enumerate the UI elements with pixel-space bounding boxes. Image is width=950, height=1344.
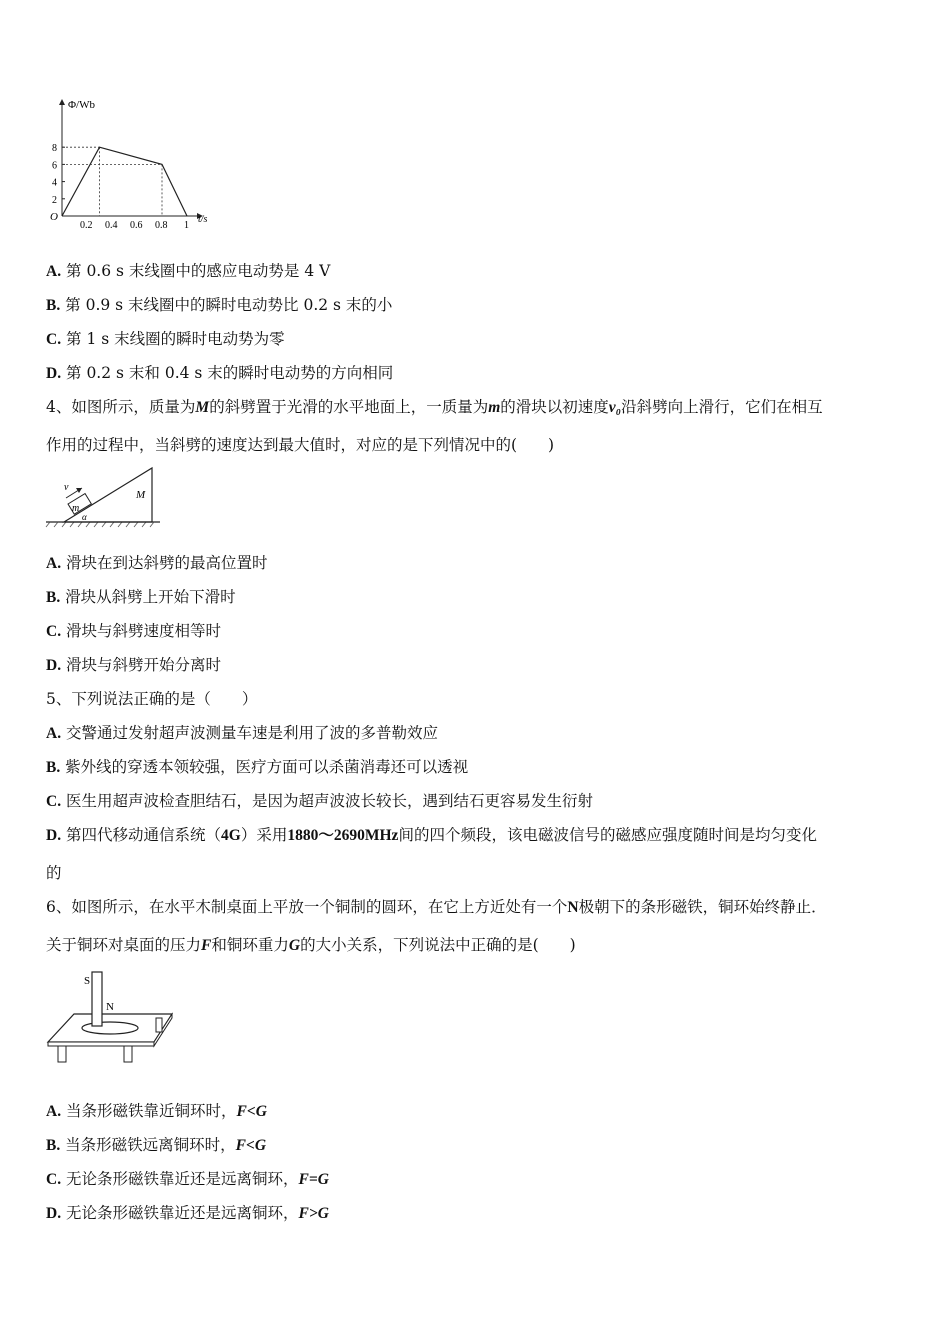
x-tick-label: 0.8 [155,220,168,231]
label-M: M [136,489,146,501]
option-letter: B. [46,759,61,776]
q6-stem-line1 [46,897,827,918]
question-number: 4、 [46,398,72,416]
option-text: 间的四个频段，该电磁波信号的磁感应强度随时间是均匀变化 [398,826,817,844]
stem-text: 的斜劈置于光滑的水平地面上，一质量为 [209,398,489,416]
option-letter: C. [46,331,62,348]
stem-text: 沿斜劈向上滑行，它们在相互 [621,398,823,416]
option-letter: B. [46,589,61,606]
table-leg [156,1018,162,1032]
flux-time-graph [40,96,220,231]
option-letter: B. [46,1137,61,1154]
option-letter: A. [46,725,62,742]
stem-text: 的滑块以初速度 [500,398,609,416]
option-text: 第 0.2 s 末和 0.4 s 末的瞬时电动势的方向相同 [66,364,394,382]
label-alpha: α [82,512,87,522]
y-tick-label: 6 [52,160,57,172]
option-text: 当条形磁铁靠近铜环时， [66,1102,237,1120]
option-text: 滑块从斜劈上开始下滑时 [65,588,236,606]
q5-option-d[interactable] [46,825,817,846]
q6-option-b[interactable] [46,1135,266,1156]
option-letter: A. [46,1103,62,1120]
option-text: 交警通过发射超声波测量车速是利用了波的多普勒效应 [66,724,439,742]
y-tick-label: 4 [52,177,57,189]
option-text-frequency: 1880～2690MHz [287,827,399,844]
option-text: 当条形磁铁远离铜环时， [65,1136,236,1154]
stem-text: 极朝下的条形磁铁，铜环始终静止． [578,898,827,916]
q5-option-b[interactable] [46,757,468,778]
option-text: 滑块与斜劈速度相等时 [66,622,222,640]
x-axis-label: t/s [198,214,208,225]
option-text-4g: 4G [221,827,241,844]
table-leg [124,1046,132,1062]
var-F: F [201,937,212,954]
q5-option-a[interactable] [46,723,438,744]
q4-option-a[interactable] [46,553,268,574]
option-text: 第 0.9 s 末线圈中的瞬时电动势比 0.2 s 末的小 [65,296,393,314]
var-M: M [195,399,210,416]
q6-option-c[interactable] [46,1169,329,1190]
x-tick-label: 0.2 [80,220,93,231]
q5-option-c[interactable] [46,791,593,812]
option-text: ）采用 [240,826,288,844]
option-relation: F<G [236,1103,267,1120]
bar-magnet [92,972,102,1026]
option-relation: F<G [235,1137,267,1154]
y-tick-label: 2 [52,194,57,206]
option-text: 紫外线的穿透本领较强，医疗方面可以杀菌消毒还可以透视 [65,758,469,776]
flux-curve [62,147,187,216]
option-letter: C. [46,1171,62,1188]
origin-label: O [50,211,58,223]
q6-option-d[interactable] [46,1203,329,1224]
stem-text: 和铜环重力 [211,936,289,954]
y-tick-label: 8 [52,143,57,155]
label-S: S [84,975,91,987]
q6-option-a[interactable] [46,1101,267,1122]
var-N: N [567,899,579,916]
table-top [48,1014,172,1042]
q5-stem: 5、下列说法正确的是（ ） [46,690,258,708]
option-letter: C. [46,623,62,640]
stem-text: 的大小关系，下列说法中正确的是( ) [300,936,576,954]
q6-stem-line2 [46,935,576,956]
option-letter: A. [46,263,62,280]
q4-option-d[interactable] [46,655,221,676]
wedge-figure [44,464,164,528]
option-text: 滑块与斜劈开始分离时 [66,656,222,674]
x-tick-label: 1 [184,220,189,231]
q3-option-b[interactable] [46,295,392,316]
option-text: 无论条形磁铁靠近还是远离铜环， [66,1170,299,1188]
label-N: N [106,1001,114,1013]
q3-option-c[interactable] [46,329,285,350]
option-letter: A. [46,555,62,572]
q5-option-d-continued: 的 [46,864,62,882]
option-letter: D. [46,827,62,844]
table-edge [48,1042,154,1046]
option-letter: B. [46,297,61,314]
question-number: 6、 [46,898,72,916]
stem-text: 如图所示，在水平木制桌面上平放一个铜制的圆环，在它上方近处有一个 [71,898,568,916]
option-text: 医生用超声波检查胆结石，是因为超声波波长较长，遇到结石更容易发生衍射 [66,792,594,810]
option-text: 第四代移动通信系统（ [66,826,222,844]
stem-text: 关于铜环对桌面的压力 [46,936,202,954]
velocity-arrowhead [76,488,82,493]
var-m: m [488,399,501,416]
magnet-ring-figure [44,968,184,1068]
ground-hatch [46,522,154,527]
q4-stem-line2: 作用的过程中，当斜劈的速度达到最大值时，对应的是下列情况中的( ) [46,436,555,454]
y-axis-label: Φ/Wb [68,99,95,111]
q4-option-c[interactable] [46,621,221,642]
option-relation: F=G [298,1171,329,1188]
var-v0: v₀ [608,399,622,416]
option-letter: D. [46,1205,62,1222]
x-tick-label: 0.6 [130,220,143,231]
var-G: G [288,937,301,954]
label-v: v [64,482,69,493]
option-text: 无论条形磁铁靠近还是远离铜环， [66,1204,299,1222]
label-m: m [72,503,80,514]
option-text: 第 0.6 s 末线圈中的感应电动势是 4 V [66,262,331,280]
x-tick-label: 0.4 [105,220,118,231]
table-leg [58,1046,66,1062]
q3-option-d[interactable] [46,363,393,384]
option-letter: D. [46,365,62,382]
q3-option-a[interactable] [46,261,330,282]
option-letter: D. [46,657,62,674]
option-letter: C. [46,793,62,810]
stem-text: 如图所示，质量为 [71,398,196,416]
q4-stem-line1 [46,397,823,418]
option-relation: F>G [298,1205,329,1222]
option-text: 第 1 s 末线圈的瞬时电动势为零 [66,330,285,348]
option-text: 滑块在到达斜劈的最高位置时 [66,554,268,572]
q4-option-b[interactable] [46,587,236,608]
